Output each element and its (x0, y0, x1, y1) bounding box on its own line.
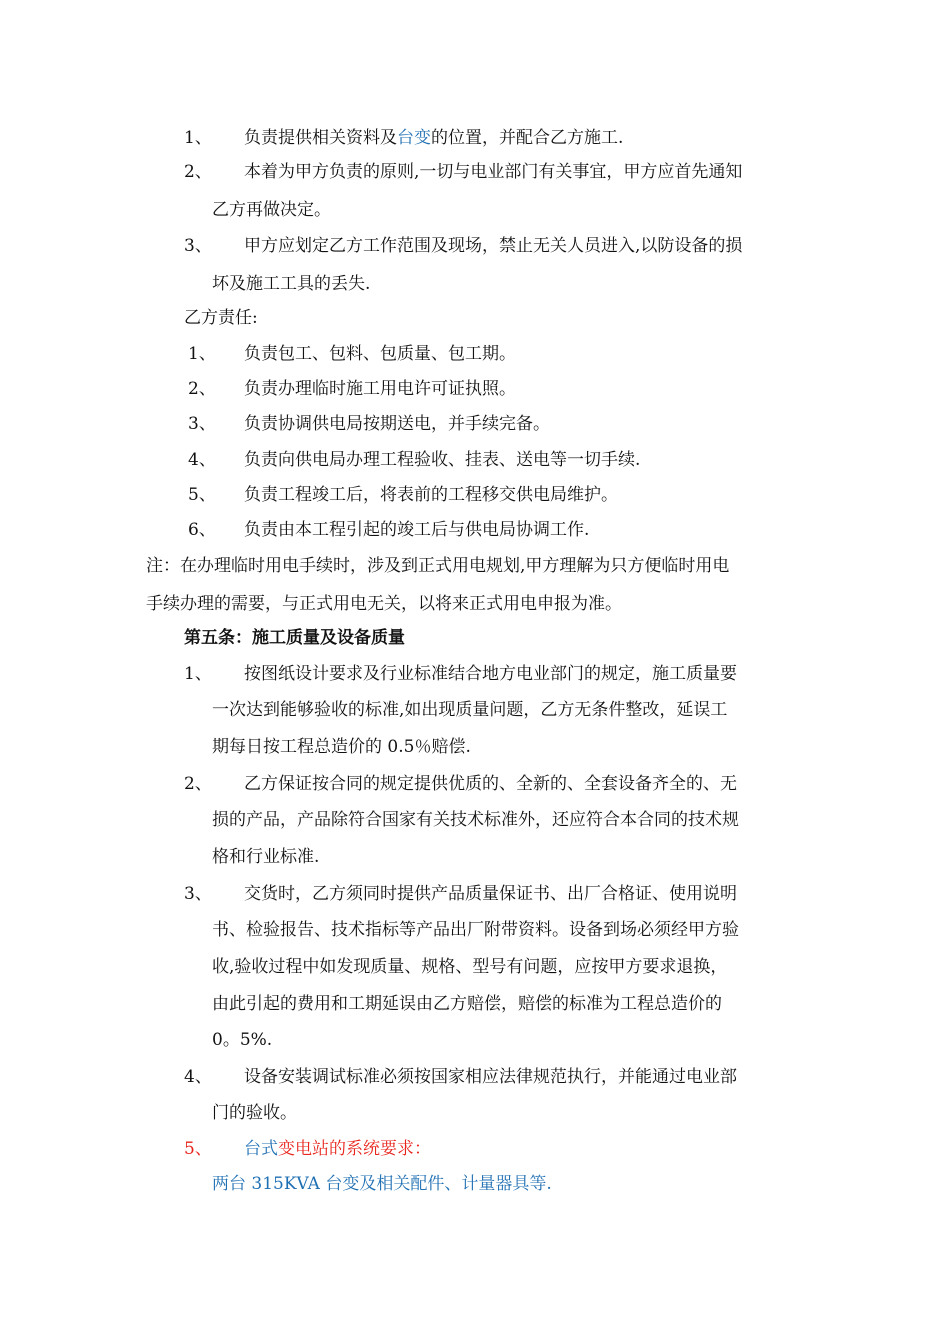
note-text-cont: 手续办理的需要，与正式用电无关，以将来正式用电申报为准。 (146, 594, 622, 614)
list-item-text-cont: 乙方再做决定。 (212, 200, 331, 220)
list-item-text-cont: 书、检验报告、技术指标等产品出厂附带资料。设备到场必须经甲方验 (212, 920, 739, 940)
highlighted-term: 台变 (397, 128, 431, 148)
article-heading: 第五条：施工质量及设备质量 (184, 628, 405, 648)
section-heading: 乙方责任: (184, 308, 258, 328)
list-item-text-cont: 坏及施工工具的丢失. (212, 274, 371, 294)
list-number: 2、 (184, 162, 212, 182)
list-item-text: 负责协调供电局按期送电，并手续完备。 (244, 414, 550, 434)
list-item-text-cont: 0。5%. (212, 1030, 273, 1050)
list-item-text-cont: 收,验收过程中如发现质量、规格、型号有问题，应按甲方要求退换， (212, 957, 728, 977)
list-number: 4、 (184, 1067, 212, 1087)
list-item-text: 负责向供电局办理工程验收、挂表、送电等一切手续. (244, 450, 641, 470)
list-item-text: 按图纸设计要求及行业标准结合地方电业部门的规定，施工质量要 (244, 664, 737, 684)
list-number: 5、 (184, 1139, 212, 1159)
list-item-text-cont: 一次达到能够验收的标准,如出现质量问题，乙方无条件整改，延误工 (212, 700, 728, 720)
list-item-title: 台式变电站的系统要求： (244, 1139, 431, 1159)
list-item-text: 负责由本工程引起的竣工后与供电局协调工作. (244, 520, 590, 540)
list-item-text-cont: 期每日按工程总造价的 0.5％赔偿. (212, 737, 471, 757)
list-number: 2、 (184, 774, 212, 794)
list-number: 3、 (184, 884, 212, 904)
list-number: 3、 (184, 236, 212, 256)
list-number: 6、 (188, 520, 216, 540)
list-item-text: 负责包工、包料、包质量、包工期。 (244, 344, 516, 364)
list-item-text: 交货时，乙方须同时提供产品质量保证书、出厂合格证、使用说明 (244, 884, 737, 904)
list-number: 3、 (188, 414, 216, 434)
list-item-detail: 两台 315KVA 台变及相关配件、计量器具等. (212, 1174, 552, 1194)
list-item-text: 设备安装调试标准必须按国家相应法律规范执行，并能通过电业部 (244, 1067, 737, 1087)
list-item-text: 本着为甲方负责的原则,一切与电业部门有关事宜，甲方应首先通知 (244, 162, 743, 182)
note-text: 注：在办理临时用电手续时，涉及到正式用电规划,甲方理解为只方便临时用电 (146, 556, 730, 576)
list-number: 5、 (188, 485, 216, 505)
list-item-text: 负责提供相关资料及台变的位置，并配合乙方施工. (244, 128, 624, 148)
list-number: 1、 (184, 128, 212, 148)
list-item-text-cont: 损的产品，产品除符合国家有关技术标准外，还应符合本合同的技术规 (212, 810, 739, 830)
list-item-text: 乙方保证按合同的规定提供优质的、全新的、全套设备齐全的、无 (244, 774, 737, 794)
list-number: 1、 (188, 344, 216, 364)
list-item-text: 负责办理临时施工用电许可证执照。 (244, 379, 516, 399)
list-number: 1、 (184, 664, 212, 684)
list-number: 2、 (188, 379, 216, 399)
list-item-text-cont: 由此引起的费用和工期延误由乙方赔偿，赔偿的标准为工程总造价的 (212, 994, 722, 1014)
list-item-text: 负责工程竣工后，将表前的工程移交供电局维护。 (244, 485, 618, 505)
list-item-text-cont: 格和行业标准. (212, 847, 320, 867)
highlighted-term: 台式 (244, 1139, 278, 1159)
list-number: 4、 (188, 450, 216, 470)
list-item-text: 甲方应划定乙方工作范围及现场，禁止无关人员进入,以防设备的损 (244, 236, 743, 256)
list-item-text-cont: 门的验收。 (212, 1103, 297, 1123)
